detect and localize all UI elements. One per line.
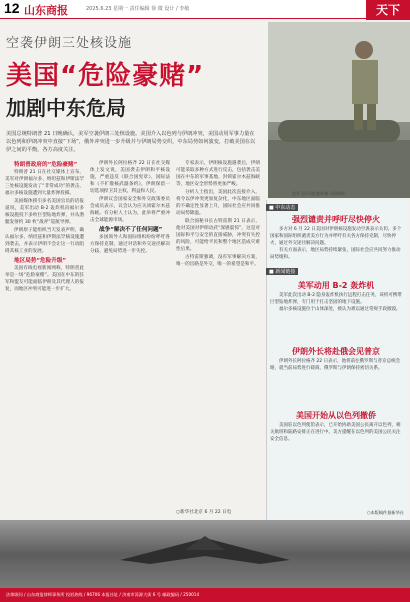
paragraph: 美军此次出动 B-2 隐身轰炸机执行远程打击任务，该机可携带巨型钻地炸弹，专门用于打击坚固的地下设施。 xyxy=(270,293,402,305)
section-tab: 天下 xyxy=(366,0,410,20)
column-2 xyxy=(90,160,170,256)
paragraph: 美国媒体援引多名美国官员的话报道说，美军出动 B-2 轰炸机向福尔多核设施投下多枚巨型钻地炸弹，并从潜艇发射约 30 枚“战斧”巡航导弹。 xyxy=(5,199,84,225)
paragraph: 福尔多核设施位于山体深处，被认为难以通过常规手段摧毁。 xyxy=(279,307,401,312)
sidebar-text xyxy=(270,422,402,443)
sidebar-headline: 美国开始从以色列撤侨 xyxy=(296,411,376,420)
article-kicker: 空袭伊朗三处核设施 xyxy=(6,36,133,51)
bomber-photo xyxy=(0,520,410,588)
sidebar-headline: 伊朗外长将赴俄会见普京 xyxy=(292,347,380,356)
sidebar-headline: 强烈谴责并呼吁尽快停火 xyxy=(292,215,380,224)
paragraph: 美国驻以色列使馆表示，已开始协助美国公民离开以色列，相关航班和陆路安排正在进行中。美方提醒在以色列的美国公民关注安全信息。 xyxy=(270,423,401,442)
page-number: 12 xyxy=(4,0,20,16)
sidebar-text xyxy=(270,358,402,372)
paragraph: 专家表示，伊朗核设施遇袭后，伊朗可能采取多种方式进行反击，包括袭击美国在中东的军事基地、封锁霍尔木兹海峡等，地区安全形势将更加严峻。 xyxy=(176,161,260,187)
soldier-photo xyxy=(268,22,410,198)
column-1 xyxy=(5,160,84,294)
page-footer: 法律顾问 / 山东商报律师事务所 投诉热线 / 96706 本报社址 / 济南市泺源大街 6 号 邮政编码 / 250014 xyxy=(0,588,410,602)
paragraph: 多方对 6 月 22 日美国对伊朗核设施发动空袭表示关切。多个国家和国际组织谴责美方行为并呼吁有关各方保持克制，尽快停火，通过外交途径解决问题。 xyxy=(270,227,402,246)
byline: ○新华社北京 6 月 22 日电 xyxy=(176,510,232,515)
paragraph: 伊朗原子能组织当天发表声明，确认福尔多、纳坦兹和伊斯法罕核设施遭到袭击，并表示伊朗不会让这一行动阻碍其核工业的发展。 xyxy=(5,228,84,254)
sidebar-text xyxy=(270,226,402,261)
article-title: 美国“危险豪赌” xyxy=(6,61,205,91)
paragraph: 联合国秘书长古特雷斯 21 日表示，他对美国对伊朗动武“深感震惊”，这是对国际和平与安全的直接威胁，冲突有失控的风险，可能给平民和整个地区造成灾难性后果。 xyxy=(176,219,260,252)
paragraph: 美国有线电视新闻网称，特朗普此举是一场“危险豪赌”。美国在中东的驻军和盟友可能面临伊朗及其代理人的报复，而地区冲突可能进一步扩大。 xyxy=(5,266,84,292)
section-heading: 特朗普政府的“危险豪赌” xyxy=(14,162,78,168)
photo-caption: 美军飞行员检查炸弹（资料图） xyxy=(292,191,348,196)
paragraph: 伊朗外长阿拉格齐 22 日在社交媒体上发文说，美国袭击伊朗和平核设施，严重违反《联合国宪章》、国际法和《不扩散核武器条约》，伊朗保留一切选项捍卫其主权、利益和人民。 xyxy=(90,161,170,194)
credit-line: ○本版稿件据新华社 xyxy=(366,510,404,515)
sidebar-tag: ■ 新闻链接 xyxy=(266,268,298,275)
sidebar-tag: ■ 中东动态 xyxy=(266,204,298,211)
paragraph: 特朗普 21 日在社交媒体上宣布，美军对伊朗福尔多、纳坦兹和伊斯法罕三处核设施发动了“非常成功”的袭击，福尔多核设施遭到大量炸弹投掷。 xyxy=(5,170,84,196)
article-lead: 美国总统特朗普 21 日晚确认，美军空袭伊朗三处核设施。美国介入以色列与伊朗冲突，美国动用军事力量在以色列和伊朗冲突中直接“下场”，俄外冲突进一步升级并与伊朗局势交织。中东局势如何演变，打破美国在以伊之间的平衡，各方高度关注。 xyxy=(6,131,256,153)
paragraph: 有关方面表示，地区局势持续紧张，国际社会应共同努力推动局势缓和。 xyxy=(270,248,401,260)
article-subtitle: 加剧中东危局 xyxy=(6,96,126,120)
header-meta: 2025.6.23 星期一 责任编辑 徐 微 设计 / 李敏 xyxy=(86,6,190,12)
column-3 xyxy=(176,160,260,269)
sidebar-headline: 美军动用 B-2 轰炸机 xyxy=(297,281,375,290)
paragraph: 伊朗外长阿拉格齐 22 日表示，他将前往俄罗斯与普京总统会晤，就当前局势进行磋商。俄罗斯与伊朗保持密切关系。 xyxy=(270,359,401,371)
sidebar-text xyxy=(270,292,402,313)
paragraph: 伊朗议会国家安全和外交政策委员会成员表示，议会认为应关闭霍尔木兹海峡。有分析人士认为，此举将严重冲击全球能源市场。 xyxy=(90,197,170,223)
paragraph: 多国领导人和国际组织纷纷呼吁各方保持克制，通过对话和外交途径解决分歧，避免局势进一步失控。 xyxy=(90,235,170,254)
section-name: 山东商报 xyxy=(24,4,68,17)
paragraph: 分析人士指出，美国此次直接介入，将令以伊冲突更加复杂化，中东地区面临的不确定性显著上升，国际社会应共同推动局势降温。 xyxy=(176,190,260,216)
section-heading: 战争“解决不了任何问题” xyxy=(99,227,163,233)
section-heading: 地区局势“危险升级” xyxy=(14,258,67,264)
page-header xyxy=(0,0,410,19)
paragraph: 古特雷斯强调，没有军事解决方案，唯一的出路是外交，唯一的希望是和平。 xyxy=(176,255,260,267)
